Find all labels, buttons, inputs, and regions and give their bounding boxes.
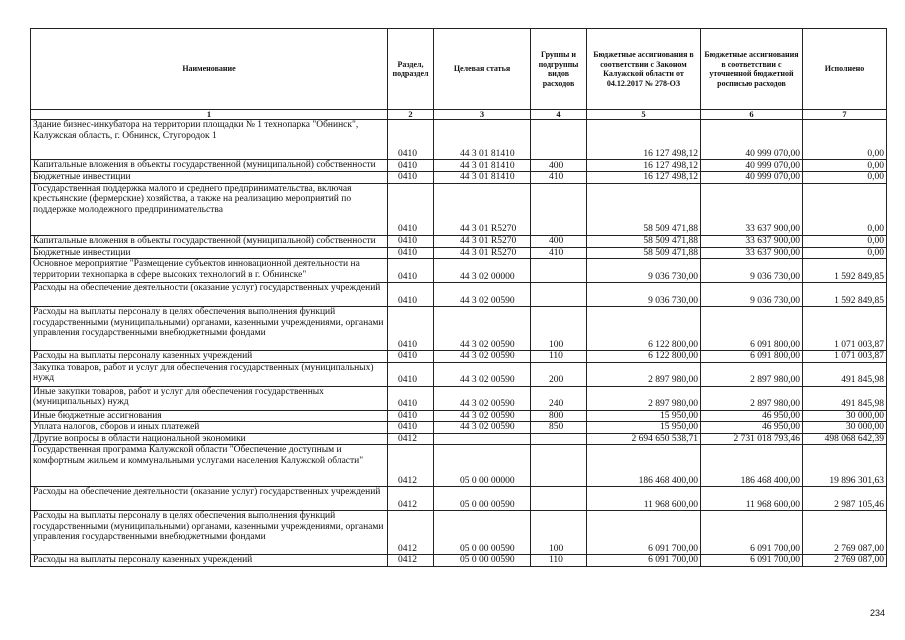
cell-done: 1 592 849,85 [803,259,887,283]
table-row [31,422,887,434]
table-row [31,410,887,422]
col-number: 6 [701,110,803,120]
cell-name: Бюджетные инвестиции [31,172,388,184]
cell-done: 1 071 003,87 [803,307,887,351]
budget-table [30,28,887,567]
cell-grp [531,283,587,307]
cell-law: 6 122 800,00 [587,351,701,363]
cell-sec: 0410 [388,183,434,235]
cell-done: 2 769 087,00 [803,511,887,555]
cell-tgt: 05 0 00 00590 [434,487,531,511]
cell-grp [531,120,587,160]
table-row [31,555,887,567]
header-name: Наименование [31,29,388,110]
cell-tgt: 44 3 01 R5270 [434,247,531,259]
cell-grp [531,433,587,445]
cell-done: 491 845,98 [803,386,887,410]
cell-sec: 0410 [388,283,434,307]
cell-sec: 0410 [388,120,434,160]
cell-tgt: 44 3 02 00590 [434,283,531,307]
cell-plan: 33 637 900,00 [701,183,803,235]
cell-tgt: 44 3 02 00590 [434,351,531,363]
cell-done: 1 071 003,87 [803,351,887,363]
cell-name: Государственная поддержка малого и среднего предпринимательства, включая крестьянские (фермерские) хозяйства, а также на реализацию мероприятий по поддержке молодежного предпринимательства [31,183,388,235]
cell-sec: 0410 [388,422,434,434]
cell-tgt: 44 3 01 81410 [434,160,531,172]
cell-law: 15 950,00 [587,422,701,434]
cell-plan: 2 731 018 793,46 [701,433,803,445]
table-row [31,351,887,363]
cell-plan: 40 999 070,00 [701,120,803,160]
cell-grp: 110 [531,351,587,363]
cell-name: Расходы на выплаты персоналу в целях обеспечения выполнения функций государственными (муниципальными) органами, казенными учреждениями, органами управления государственными внебюджетными фондами [31,307,388,351]
cell-grp [531,183,587,235]
cell-name: Закупка товаров, работ и услуг для обеспечения государственных (муниципальных) нужд [31,362,388,386]
cell-plan: 186 468 400,00 [701,445,803,487]
cell-plan: 6 091 800,00 [701,351,803,363]
cell-law: 6 091 700,00 [587,511,701,555]
cell-law: 2 897 980,00 [587,362,701,386]
cell-name: Государственная программа Калужской области "Обеспечение доступным и комфортным жильем и коммунальными услугами населения Калужской области" [31,445,388,487]
cell-law: 9 036 730,00 [587,283,701,307]
cell-grp: 200 [531,362,587,386]
col-number: 4 [531,110,587,120]
cell-done: 0,00 [803,235,887,247]
cell-sec: 0412 [388,433,434,445]
table-row [31,183,887,235]
cell-plan: 6 091 700,00 [701,555,803,567]
cell-plan: 9 036 730,00 [701,259,803,283]
cell-name: Основное мероприятие "Размещение субъектов инновационной деятельности на территории технопарка в сфере высоких технологий в г. Обнинске" [31,259,388,283]
cell-grp: 400 [531,235,587,247]
table-header-row [31,29,887,110]
header-target: Целевая статья [434,29,531,110]
cell-plan: 40 999 070,00 [701,172,803,184]
table-row [31,433,887,445]
table-row [31,160,887,172]
table-row [31,259,887,283]
cell-tgt: 44 3 02 00590 [434,422,531,434]
cell-done: 498 068 642,39 [803,433,887,445]
cell-law: 58 509 471,88 [587,183,701,235]
cell-done: 0,00 [803,172,887,184]
cell-law: 58 509 471,88 [587,247,701,259]
cell-law: 11 968 600,00 [587,487,701,511]
cell-plan: 9 036 730,00 [701,283,803,307]
cell-sec: 0410 [388,247,434,259]
table-row [31,235,887,247]
cell-tgt: 44 3 01 81410 [434,172,531,184]
cell-law: 2 694 650 538,71 [587,433,701,445]
table-body [31,110,887,567]
cell-grp: 110 [531,555,587,567]
table-row [31,120,887,160]
table-row [31,386,887,410]
table-row [31,487,887,511]
cell-name: Другие вопросы в области национальной экономики [31,433,388,445]
cell-name: Расходы на выплаты персоналу в целях обеспечения выполнения функций государственными (муниципальными) органами, казенными учреждениями, органами управления государственными внебюджетными фондами [31,511,388,555]
cell-plan: 2 897 980,00 [701,362,803,386]
cell-sec: 0412 [388,487,434,511]
cell-sec: 0412 [388,445,434,487]
cell-tgt: 05 0 00 00590 [434,511,531,555]
cell-name: Уплата налогов, сборов и иных платежей [31,422,388,434]
cell-name: Здание бизнес-инкубатора на территории площадки № 1 технопарка "Обнинск", Калужская область, г. Обнинск, Стугородок 1 [31,120,388,160]
cell-tgt: 44 3 01 81410 [434,120,531,160]
cell-done: 0,00 [803,183,887,235]
cell-grp: 410 [531,172,587,184]
cell-tgt: 44 3 02 00590 [434,307,531,351]
cell-sec: 0410 [388,362,434,386]
header-group: Группы и подгруппы видов расходов [531,29,587,110]
cell-name: Капитальные вложения в объекты государственной (муниципальной) собственности [31,235,388,247]
cell-grp [531,487,587,511]
cell-grp: 100 [531,511,587,555]
cell-plan: 46 950,00 [701,410,803,422]
cell-plan: 40 999 070,00 [701,160,803,172]
cell-plan: 11 968 600,00 [701,487,803,511]
cell-law: 16 127 498,12 [587,120,701,160]
cell-plan: 6 091 700,00 [701,511,803,555]
cell-tgt: 44 3 02 00000 [434,259,531,283]
cell-law: 58 509 471,88 [587,235,701,247]
cell-done: 2 987 105,46 [803,487,887,511]
cell-law: 16 127 498,12 [587,160,701,172]
cell-law: 15 950,00 [587,410,701,422]
cell-plan: 33 637 900,00 [701,247,803,259]
page-number: 234 [869,608,885,618]
col-number: 3 [434,110,531,120]
cell-tgt [434,433,531,445]
cell-plan: 46 950,00 [701,422,803,434]
column-number-row [31,110,887,120]
cell-sec: 0410 [388,410,434,422]
cell-plan: 2 897 980,00 [701,386,803,410]
cell-done: 0,00 [803,247,887,259]
cell-sec: 0410 [388,386,434,410]
cell-sec: 0412 [388,511,434,555]
cell-law: 6 091 700,00 [587,555,701,567]
table-row [31,247,887,259]
cell-sec: 0410 [388,235,434,247]
table-row [31,283,887,307]
cell-done: 19 896 301,63 [803,445,887,487]
cell-sec: 0410 [388,307,434,351]
cell-done: 30 000,00 [803,410,887,422]
cell-name: Иные закупки товаров, работ и услуг для обеспечения государственных (муниципальных) нужд [31,386,388,410]
cell-done: 2 769 087,00 [803,555,887,567]
table-row [31,362,887,386]
cell-grp: 100 [531,307,587,351]
cell-law: 186 468 400,00 [587,445,701,487]
cell-done: 30 000,00 [803,422,887,434]
table-row [31,445,887,487]
cell-tgt: 44 3 02 00590 [434,386,531,410]
cell-sec: 0410 [388,259,434,283]
cell-done: 0,00 [803,120,887,160]
cell-sec: 0410 [388,351,434,363]
cell-grp: 800 [531,410,587,422]
cell-grp: 240 [531,386,587,410]
cell-sec: 0412 [388,555,434,567]
table-row [31,511,887,555]
header-law: Бюджетные ассигнования в соответствии с Законом Калужской области от 04.12.2017 № 278-ОЗ [587,29,701,110]
cell-name: Капитальные вложения в объекты государственной (муниципальной) собственности [31,160,388,172]
header-plan: Бюджетные ассигнования в соответствии с уточненной бюджетной росписью расходов [701,29,803,110]
cell-name: Расходы на обеспечение деятельности (оказание услуг) государственных учреждений [31,283,388,307]
header-section: Раздел, подраздел [388,29,434,110]
cell-plan: 6 091 800,00 [701,307,803,351]
cell-plan: 33 637 900,00 [701,235,803,247]
cell-tgt: 44 3 02 00590 [434,362,531,386]
header-done: Исполнено [803,29,887,110]
cell-name: Расходы на выплаты персоналу казенных учреждений [31,351,388,363]
cell-sec: 0410 [388,160,434,172]
cell-tgt: 05 0 00 00590 [434,555,531,567]
table-row [31,307,887,351]
cell-grp: 850 [531,422,587,434]
cell-law: 16 127 498,12 [587,172,701,184]
cell-grp [531,445,587,487]
col-number: 5 [587,110,701,120]
budget-sheet [30,28,886,567]
cell-grp: 400 [531,160,587,172]
cell-done: 0,00 [803,160,887,172]
cell-law: 9 036 730,00 [587,259,701,283]
table-row [31,172,887,184]
cell-tgt: 44 3 01 R5270 [434,183,531,235]
cell-tgt: 44 3 02 00590 [434,410,531,422]
col-number: 2 [388,110,434,120]
cell-grp: 410 [531,247,587,259]
cell-name: Расходы на выплаты персоналу казенных учреждений [31,555,388,567]
cell-law: 2 897 980,00 [587,386,701,410]
cell-grp [531,259,587,283]
cell-name: Расходы на обеспечение деятельности (оказание услуг) государственных учреждений [31,487,388,511]
cell-done: 491 845,98 [803,362,887,386]
cell-sec: 0410 [388,172,434,184]
cell-done: 1 592 849,85 [803,283,887,307]
cell-name: Иные бюджетные ассигнования [31,410,388,422]
col-number: 1 [31,110,388,120]
col-number: 7 [803,110,887,120]
cell-name: Бюджетные инвестиции [31,247,388,259]
cell-law: 6 122 800,00 [587,307,701,351]
cell-tgt: 05 0 00 00000 [434,445,531,487]
cell-tgt: 44 3 01 R5270 [434,235,531,247]
